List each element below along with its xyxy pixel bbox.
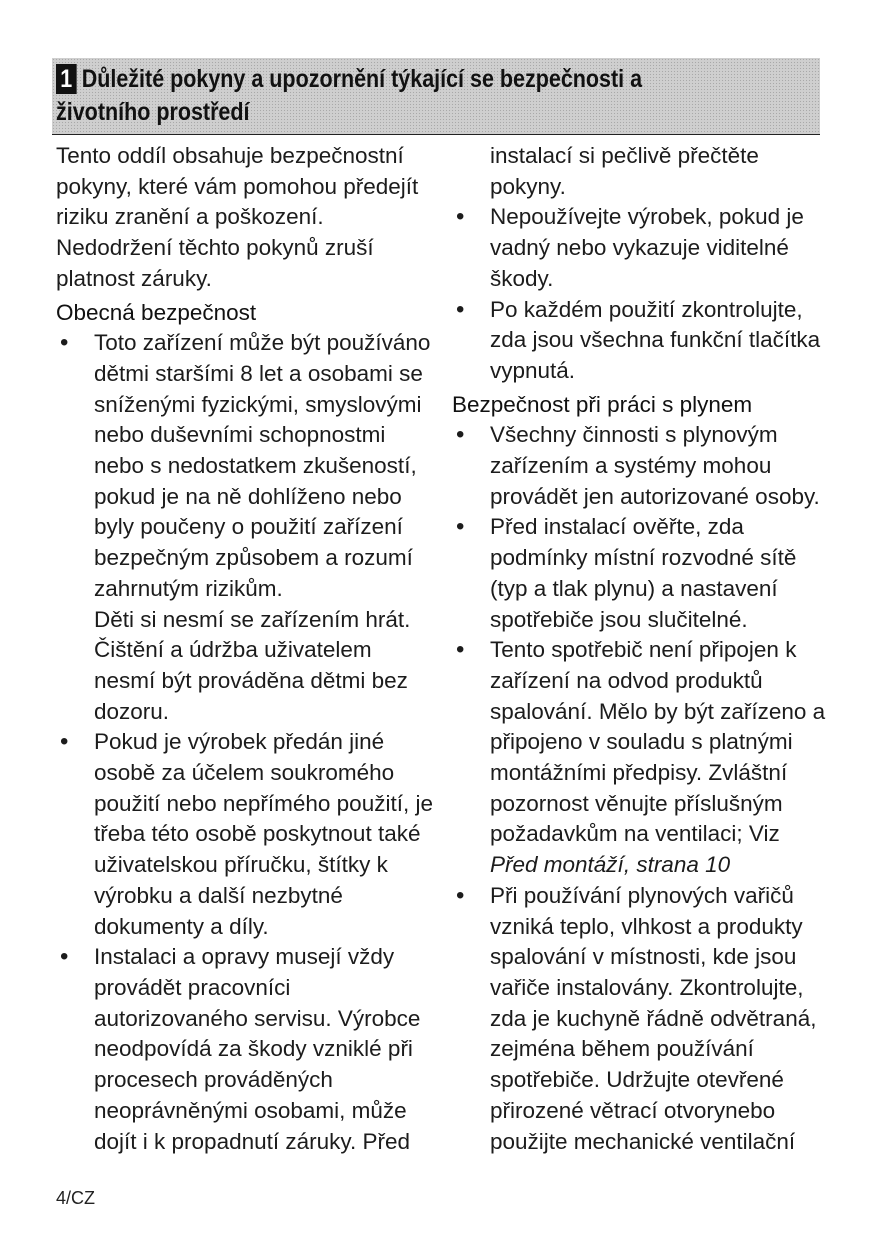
- list-item: • Po každém použití zkontrolujte, zda jsou všechna funkční tlačítka vypnutá.: [452, 295, 832, 387]
- section-header: [52, 58, 820, 135]
- list-item: • Toto zařízení může být používáno dětmi staršími 8 let a osobami se sníženými fyzickými, smyslovými nebo duševními schopnostmi nebo s nedostatkem zkušeností, pokud je na ně dohlíženo nebo byly poučeny o použití zařízení bezpečným způsobem a rozumí zahrnutým rizikům.: [56, 328, 436, 604]
- page-number: 4/CZ: [56, 1188, 96, 1208]
- list-item-continuation: Děti si nesmí se zařízením hrát. Čištění a údržba uživatelem nesmí být prováděna dětmi bez dozoru.: [94, 606, 411, 724]
- chapter-number-badge: 1: [56, 64, 77, 94]
- list-item: • Při používání plynových vařičů vzniká teplo, vlhkost a produkty spalování v místnosti, kde jsou vařiče instalovány. Zkontrolujte, zda je kuchyně řádně odvětraná, zejména během používání spotřebiče. Udržujte otevřené přirozené větrací otvorynebo použijte mechanické ventilační: [452, 881, 832, 1157]
- list-item-text: Tento spotřebič není připojen k zařízení na odvod produktů spalování. Mělo by být zařízeno a připojeno v souladu s platnými montážními předpisy. Zvláštní pozornost věnujte příslušným požadavkům na ventilaci; Viz: [490, 637, 826, 847]
- list-item: • Všechny činnosti s plynovým zařízením a systémy mohou provádět jen autorizované osoby.: [452, 420, 832, 512]
- right-column: [452, 141, 832, 1157]
- section-title: Důležité pokyny a upozornění týkající se bezpečnosti a životního prostředí: [56, 65, 643, 126]
- general-safety-heading: Obecná bezpečnost: [56, 299, 257, 325]
- list-item-continuation: instalací si pečlivě přečtěte pokyny.: [490, 143, 759, 199]
- intro-paragraph: Tento oddíl obsahuje bezpečnostní pokyny, které vám pomohou předejít riziku zranění a poškození. Nedodržení těchto pokynů zruší platnost záruky.: [56, 143, 419, 291]
- gas-safety-list: [452, 420, 832, 1157]
- list-item: • Nepoužívejte výrobek, pokud je vadný nebo vykazuje viditelné škody.: [452, 202, 832, 294]
- section-title-block: [56, 63, 692, 129]
- list-item: [452, 635, 832, 881]
- list-item: • Instalaci a opravy musejí vždy provádět pracovníci autorizovaného servisu. Výrobce neodpovídá za škody vzniklé při procesech prováděných neoprávněnými osobami, může dojít i k propadnutí záruky. Před: [56, 942, 436, 1157]
- general-safety-list: [56, 328, 436, 1157]
- left-column: [56, 141, 436, 1157]
- list-item: • Pokud je výrobek předán jiné osobě za účelem soukromého použití nebo nepřímého použití, je třeba této osobě poskytnout také uživatelskou příručku, štítky k výrobku a další nezbytné dokumenty a díly.: [56, 727, 436, 942]
- cross-reference-link[interactable]: Před montáží, strana 10: [490, 852, 731, 878]
- gas-safety-heading: Bezpečnost při práci s plynem: [452, 391, 753, 417]
- list-item: • Před instalací ověřte, zda podmínky místní rozvodné sítě (typ a tlak plynu) a nastavení spotřebiče jsou slučitelné.: [452, 512, 832, 635]
- general-safety-list-continued: [452, 141, 832, 387]
